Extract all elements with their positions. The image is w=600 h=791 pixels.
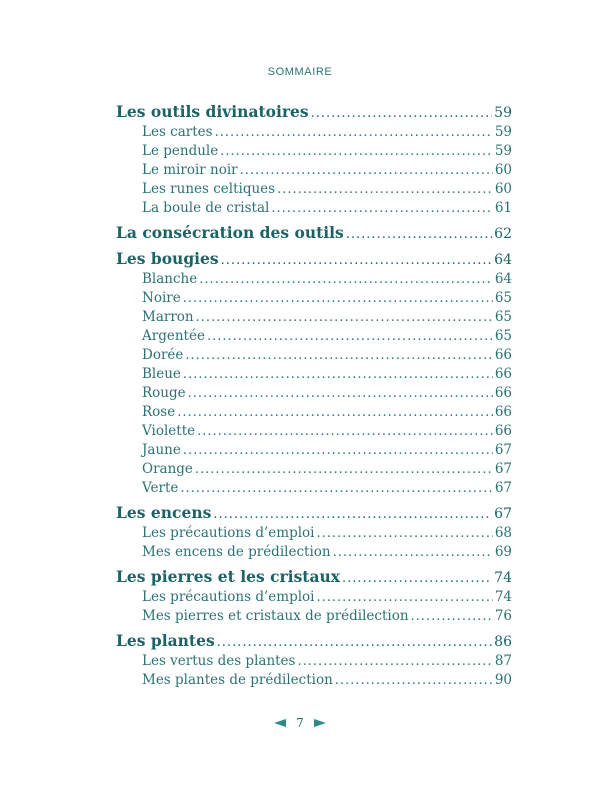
toc-label: Le pendule xyxy=(142,143,219,159)
toc-subsection xyxy=(116,588,512,607)
toc-subsection xyxy=(116,524,512,543)
toc-leader-dots xyxy=(185,346,492,365)
toc-leader-dots xyxy=(346,224,492,244)
toc-page-number: 76 xyxy=(494,608,512,624)
toc-subsection xyxy=(116,180,512,199)
toc-label: Dorée xyxy=(142,347,184,363)
toc-subsection xyxy=(116,403,512,422)
toc-page-number: 64 xyxy=(494,271,512,287)
toc-subsection xyxy=(116,270,512,289)
toc-leader-dots xyxy=(316,524,492,543)
toc-section xyxy=(116,222,512,244)
toc-page-number: 59 xyxy=(494,124,512,140)
toc-label: Les pierres et les cristaux xyxy=(116,567,341,586)
toc-page-number: 65 xyxy=(494,309,512,325)
toc-label: Verte xyxy=(142,480,179,496)
toc-subsection xyxy=(116,607,512,626)
toc-page-number: 74 xyxy=(494,589,512,605)
toc-label: La boule de cristal xyxy=(142,200,270,216)
toc-page-number: 90 xyxy=(494,672,512,688)
toc-label: Blanche xyxy=(142,271,198,287)
toc-subsection xyxy=(116,289,512,308)
toc-page-number: 66 xyxy=(494,385,512,401)
toc-subsection xyxy=(116,384,512,403)
toc-label: Les cartes xyxy=(142,124,213,140)
toc-label: Les précautions d’emploi xyxy=(142,589,315,605)
toc-leader-dots xyxy=(220,142,493,161)
toc-page-number: 60 xyxy=(494,162,512,178)
toc-label: Les plantes xyxy=(116,631,215,650)
toc-leader-dots xyxy=(271,199,492,218)
toc-page-number: 67 xyxy=(494,461,512,477)
toc-leader-dots xyxy=(177,403,493,422)
toc-label: Mes plantes de prédilection xyxy=(142,672,333,688)
toc-leader-dots xyxy=(213,504,492,524)
toc-label: Orange xyxy=(142,461,193,477)
toc-subsection xyxy=(116,161,512,180)
toc-leader-dots xyxy=(217,632,493,652)
toc-section xyxy=(116,248,512,270)
toc-label: Bleue xyxy=(142,366,181,382)
page-header: SOMMAIRE xyxy=(267,66,333,78)
page-number: 7 xyxy=(296,716,304,730)
toc-leader-dots xyxy=(196,308,493,327)
toc-section xyxy=(116,101,512,123)
toc-leader-dots xyxy=(183,365,493,384)
toc-leader-dots xyxy=(240,161,493,180)
left-arrow-ornament-icon xyxy=(274,719,286,727)
toc-leader-dots xyxy=(199,270,493,289)
toc-label: Violette xyxy=(142,423,196,439)
toc-leader-dots xyxy=(411,607,493,626)
toc-subsection xyxy=(116,543,512,562)
toc-label: La consécration des outils xyxy=(116,223,344,242)
toc-label: Les vertus des plantes xyxy=(142,653,296,669)
toc-subsection xyxy=(116,142,512,161)
toc-leader-dots xyxy=(207,327,493,346)
toc-leader-dots xyxy=(342,568,492,588)
toc-page-number: 86 xyxy=(494,634,512,650)
toc-label: Les encens xyxy=(116,503,212,522)
toc-subsection xyxy=(116,652,512,671)
toc-leader-dots xyxy=(180,479,492,498)
toc-label: Marron xyxy=(142,309,194,325)
right-arrow-ornament-icon xyxy=(314,719,326,727)
toc-label: Rose xyxy=(142,404,176,420)
toc-page-number: 66 xyxy=(494,404,512,420)
toc-leader-dots xyxy=(277,180,493,199)
toc-page-number: 65 xyxy=(494,290,512,306)
toc-page-number: 59 xyxy=(494,143,512,159)
toc-label: Argentée xyxy=(142,328,205,344)
toc-subsection xyxy=(116,123,512,142)
toc-subsection xyxy=(116,422,512,441)
toc-page-number: 67 xyxy=(494,442,512,458)
toc-page-number: 67 xyxy=(494,506,512,522)
toc-leader-dots xyxy=(316,588,492,607)
toc-label: Noire xyxy=(142,290,181,306)
toc-page-number: 59 xyxy=(494,105,512,121)
toc-page-number: 66 xyxy=(494,366,512,382)
toc-label: Jaune xyxy=(142,442,181,458)
toc-leader-dots xyxy=(183,289,493,308)
toc-label: Les bougies xyxy=(116,249,219,268)
toc-subsection xyxy=(116,199,512,218)
toc-label: Les runes celtiques xyxy=(142,181,276,197)
toc-leader-dots xyxy=(311,103,493,123)
toc-page-number: 74 xyxy=(494,570,512,586)
toc-page-number: 61 xyxy=(494,200,512,216)
page-footer xyxy=(0,716,600,730)
toc-section xyxy=(116,630,512,652)
toc-page-number: 64 xyxy=(494,252,512,268)
toc-subsection xyxy=(116,460,512,479)
toc-section xyxy=(116,566,512,588)
toc-leader-dots xyxy=(183,441,493,460)
toc-leader-dots xyxy=(215,123,493,142)
toc-page-number: 65 xyxy=(494,328,512,344)
toc-leader-dots xyxy=(188,384,493,403)
toc-leader-dots xyxy=(221,250,493,270)
toc-page-number: 69 xyxy=(494,544,512,560)
toc-label: Mes encens de prédilection xyxy=(142,544,331,560)
toc-leader-dots xyxy=(297,652,492,671)
toc-page-number: 68 xyxy=(494,525,512,541)
toc-leader-dots xyxy=(197,422,493,441)
toc-page-number: 60 xyxy=(494,181,512,197)
toc-section xyxy=(116,502,512,524)
toc-page-number: 67 xyxy=(494,480,512,496)
toc-label: Les outils divinatoires xyxy=(116,102,309,121)
toc-page-number: 66 xyxy=(494,347,512,363)
toc-subsection xyxy=(116,346,512,365)
toc-subsection xyxy=(116,671,512,690)
toc-page-number: 62 xyxy=(494,226,512,242)
toc-subsection xyxy=(116,365,512,384)
toc-leader-dots xyxy=(335,671,493,690)
table-of-contents xyxy=(116,101,512,690)
toc-label: Le miroir noir xyxy=(142,162,238,178)
toc-subsection xyxy=(116,479,512,498)
toc-subsection xyxy=(116,308,512,327)
toc-label: Les précautions d’emploi xyxy=(142,525,315,541)
toc-subsection xyxy=(116,327,512,346)
toc-page-number: 66 xyxy=(494,423,512,439)
toc-subsection xyxy=(116,441,512,460)
toc-label: Rouge xyxy=(142,385,186,401)
toc-page-number: 87 xyxy=(494,653,512,669)
toc-leader-dots xyxy=(333,543,493,562)
toc-label: Mes pierres et cristaux de prédilection xyxy=(142,608,409,624)
toc-leader-dots xyxy=(195,460,493,479)
